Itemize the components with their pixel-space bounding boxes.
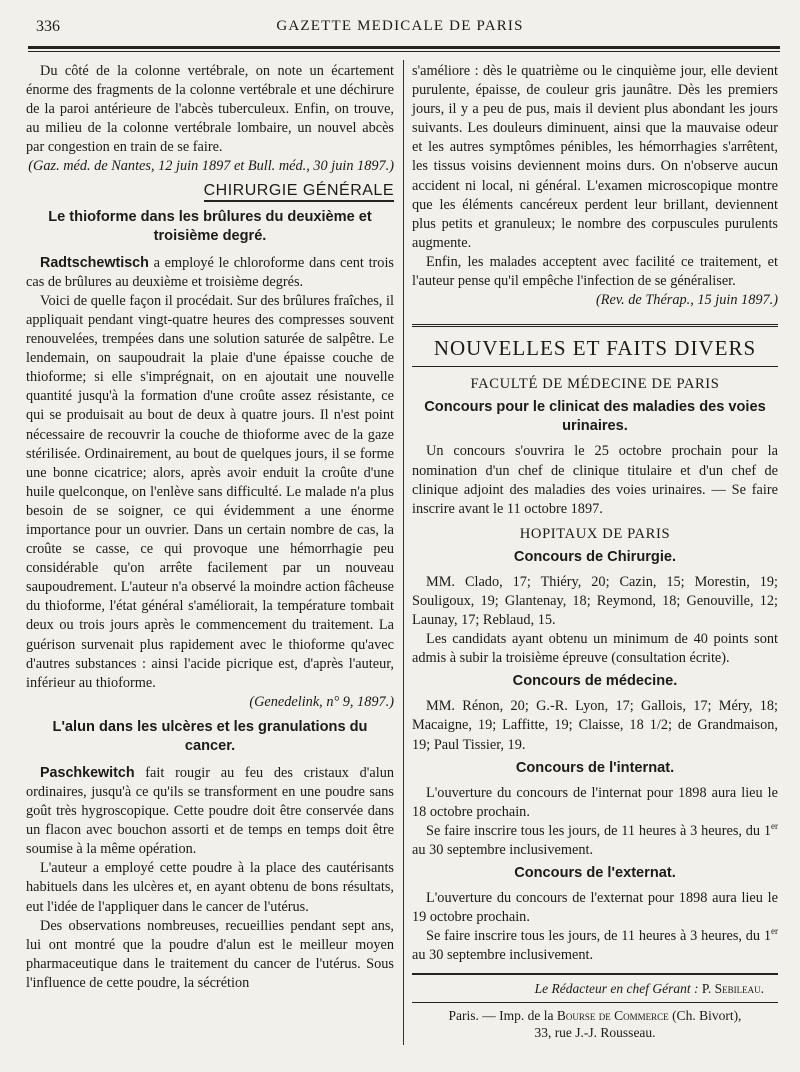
news-bottom-rule [412,366,778,367]
section-heading [26,181,394,200]
internat-paragraph-2 [412,822,778,860]
article-title-thioforme: Le thioforme dans les brûlures du deuxième et troisième degré. [48,208,372,244]
article1-author: Radtschewtisch [40,254,149,271]
externat-paragraph-1: L'ouverture du concours de l'externat pour 1898 aura lieu le 19 octobre prochain. [412,890,778,926]
externat-title: Concours de l'externat. [514,865,676,881]
footer-rule-thin [412,1002,778,1003]
externat-p2-a: Se faire inscrire tous les jours, de 11 heures à 3 heures, du 1 [426,928,771,945]
intro-citation: (Gaz. méd. de Nantes, 12 juin 1897 et Bull. méd., 30 juin 1897.) [28,158,394,175]
article2-paragraph-1 [26,764,394,859]
right-column [412,62,778,1041]
article2-paragraph-3: Des observations nombreuses, recueillies pendant sept ans, lui ont montré que la poudre d'alun est le meilleur moyen pharmaceutique dans le traitement du cancer de l'utérus. Sous l'influence de cette poudre, la sécrétion [26,917,394,991]
internat-p2-a: Se faire inscrire tous les jours, de 11 heures à 3 heures, du 1 [426,822,771,839]
chirurgie-note: Les candidats ayant obtenu un minimum de 40 points sont admis à subir la troisième épreuve (consultation écrite). [412,631,778,667]
internat-title: Concours de l'internat. [515,759,675,776]
intro-paragraph: Du côté de la colonne vertébrale, on note un écartement énorme des fragments de la colonne vertébrale et une déchirure de la paroi antérieure de l'abcès tuberculeux. Enfin, on trouve, au milieu de la colonne vertébrale lombaire, un nouvel abcès par congestion en train de se faire. [26,63,394,156]
page-header [28,14,772,42]
editor-label: Le Rédacteur en chef Gérant : [534,981,702,997]
article1-paragraph-1 [26,254,394,292]
journal-title: GAZETTE MEDICALE DE PARIS [276,18,524,34]
footer-rule [412,973,778,975]
article2-author: Paschkewitch [40,764,135,781]
imprint-b: (Ch. Bivort), [668,1008,742,1024]
externat-paragraph-2 [412,927,778,965]
chirurgie-list: MM. Clado, 17; Thiéry, 20; Cazin, 15; Morestin, 19; Souligoux, 19; Glantenay, 18; Reymond, 18; Genouville, 12; Launay, 17; Reblaud, 15. [412,573,778,629]
editor-name: P. Sebileau. [701,981,764,997]
medecine-list: MM. Rénon, 20; G.-R. Lyon, 17; Gallois, 17; Méry, 18; Macaigne, 19; Laffitte, 19; Claisse, 18 1/2; de Grandmaison, 19; Paul Tissier, 19. [412,698,778,753]
continued-paragraph-2: Enfin, les malades acceptent avec facilité ce traitement, et l'auteur pense qu'il empêche l'infection de se généraliser. [412,253,778,290]
concours-clinicat-text: Un concours s'ouvrira le 25 octobre prochain pour la nomination d'un chef de clinique titulaire et d'un chef de clinique adjoint des maladies des voies urinaires. — Se faire inscrire avant le 11 octobre 1897. [412,443,778,517]
column-divider [403,60,404,1045]
externat-p2-b: au 30 septembre inclusivement. [412,947,594,964]
imprint [412,1007,778,1041]
article1-citation: (Genedelink, n° 9, 1897.) [249,693,394,710]
header-rule [28,46,780,49]
internat-paragraph-1: L'ouverture du concours de l'internat pour 1898 aura lieu le 18 octobre prochain. [412,784,778,820]
internat-p2-sup: er [771,821,778,832]
hopitaux-heading: HOPITAUX DE PARIS [519,525,671,542]
section-heading-text: CHIRURGIE GÉNÉRALE [204,182,394,202]
news-title: NOUVELLES ET FAITS DIVERS [433,336,757,361]
article2-paragraph-2: L'auteur a employé cette poudre à la place des cautérisants habituels dans les ulcères et, en ayant obtenu de bons résultats, eut l'idée de l'appliquer dans le cancer de l'utérus. [26,860,394,915]
imprint-caps: Bourse de Commerce [556,1008,669,1024]
editor-line [412,979,778,998]
news-top-rule [412,324,778,327]
left-column [26,62,394,993]
article1-p1-text: a employé le chloroforme dans cent trois cas de brûlures au deuxième et troisième degrés. [26,254,394,290]
continued-citation: (Rev. de Thérap., 15 juin 1897.) [596,292,778,309]
header-rule-thin [28,51,780,52]
medecine-title: Concours de médecine. [512,673,678,690]
externat-p2-sup: er [771,926,778,937]
concours-clinicat-title: Concours pour le clinicat des maladies des voies urinaires. [424,399,766,435]
article1-paragraph-2: Voici de quelle façon il procédait. Sur des brûlures fraîches, il appliquait pendant vingt-quatre heures des compresses souvent renouvelées, trempées dans une solution saturée de salpêtre. Le lendemain, on saupoudrait la plaie d'une épaisse couche de thioforme; si elle s'imprégnait, on en ajoutait une nouvelle quantité jusqu'à la formation d'une croûte assez résistante, ce qui se produisait au bout de deux à quatre jours. Il n'est point nécessaire de recouvrir la couche de thioforme avec de la gaze stérilisée. Ordinairement, au bout de quelques jours, il se forme une bonne cicatrice; alors, après avoir enduit la croûte d'une huile quelconque, on l'enlève sans difficulté. Le malade n'a plus besoin de se soigner, ce qui évidemment a une énorme importance pour un ouvrier. Dans un certain nombre de cas, la croûte se casse, ce qui provoque une hémorrhagie peu considérable qu'on arrête facilement par un nouveau saupoudrement. L'auteur n'a observé la moindre action fâcheuse du thioforme, l'état général s'améliorait, la température tombait deux ou trois jours après le commencement du traitement. La guérison survenait plus rapidement avec le thioforme qu'avec d'autres substances : ainsi l'acide picrique est, d'après l'auteur, inférieur au thioforme. [26,292,394,691]
chirurgie-title: Concours de Chirurgie. [513,548,677,565]
imprint-line-2: 33, rue J.-J. Rousseau. [534,1025,656,1041]
faculty-heading: FACULTÉ DE MÉDECINE DE PARIS [470,376,720,393]
internat-p2-b: au 30 septembre inclusivement. [412,841,594,858]
page-number: 336 [36,18,60,35]
article2-p1-text: fait rougir au feu des cristaux d'alun ordinaires, jusqu'à ce qu'ils se transforment en une poudre sans goût très hygroscopique. Cette poudre doit être conservée dans un flacon avec bouchon assorti et de temps en temps doit être soumise à la même opération. [26,764,394,858]
article-title-alun: L'alun dans les ulcères et les granulations du cancer. [52,718,368,754]
continued-paragraph: s'améliore : dès le quatrième ou le cinquième jour, elle devient purulente, épaisse, de couleur gris jaunâtre. Dès les premiers jours, il y a peu de pus, mais il devient plus abondant les jours suivants. Les douleurs diminuent, ainsi que la mauvaise odeur et les autres symptômes pénibles, les hémorrhagies s'arrêtent, les tissus voisins deviennent moins durs. On n'observe aucun accident ni local, ni général. L'examen microscopique montre que les éléments cancéreux perdent leur brillant, deviennent plus petits et granuleux; le nombre des corpuscules purulents augmente. [412,63,778,251]
imprint-a: Paris. — Imp. de la [448,1008,557,1024]
